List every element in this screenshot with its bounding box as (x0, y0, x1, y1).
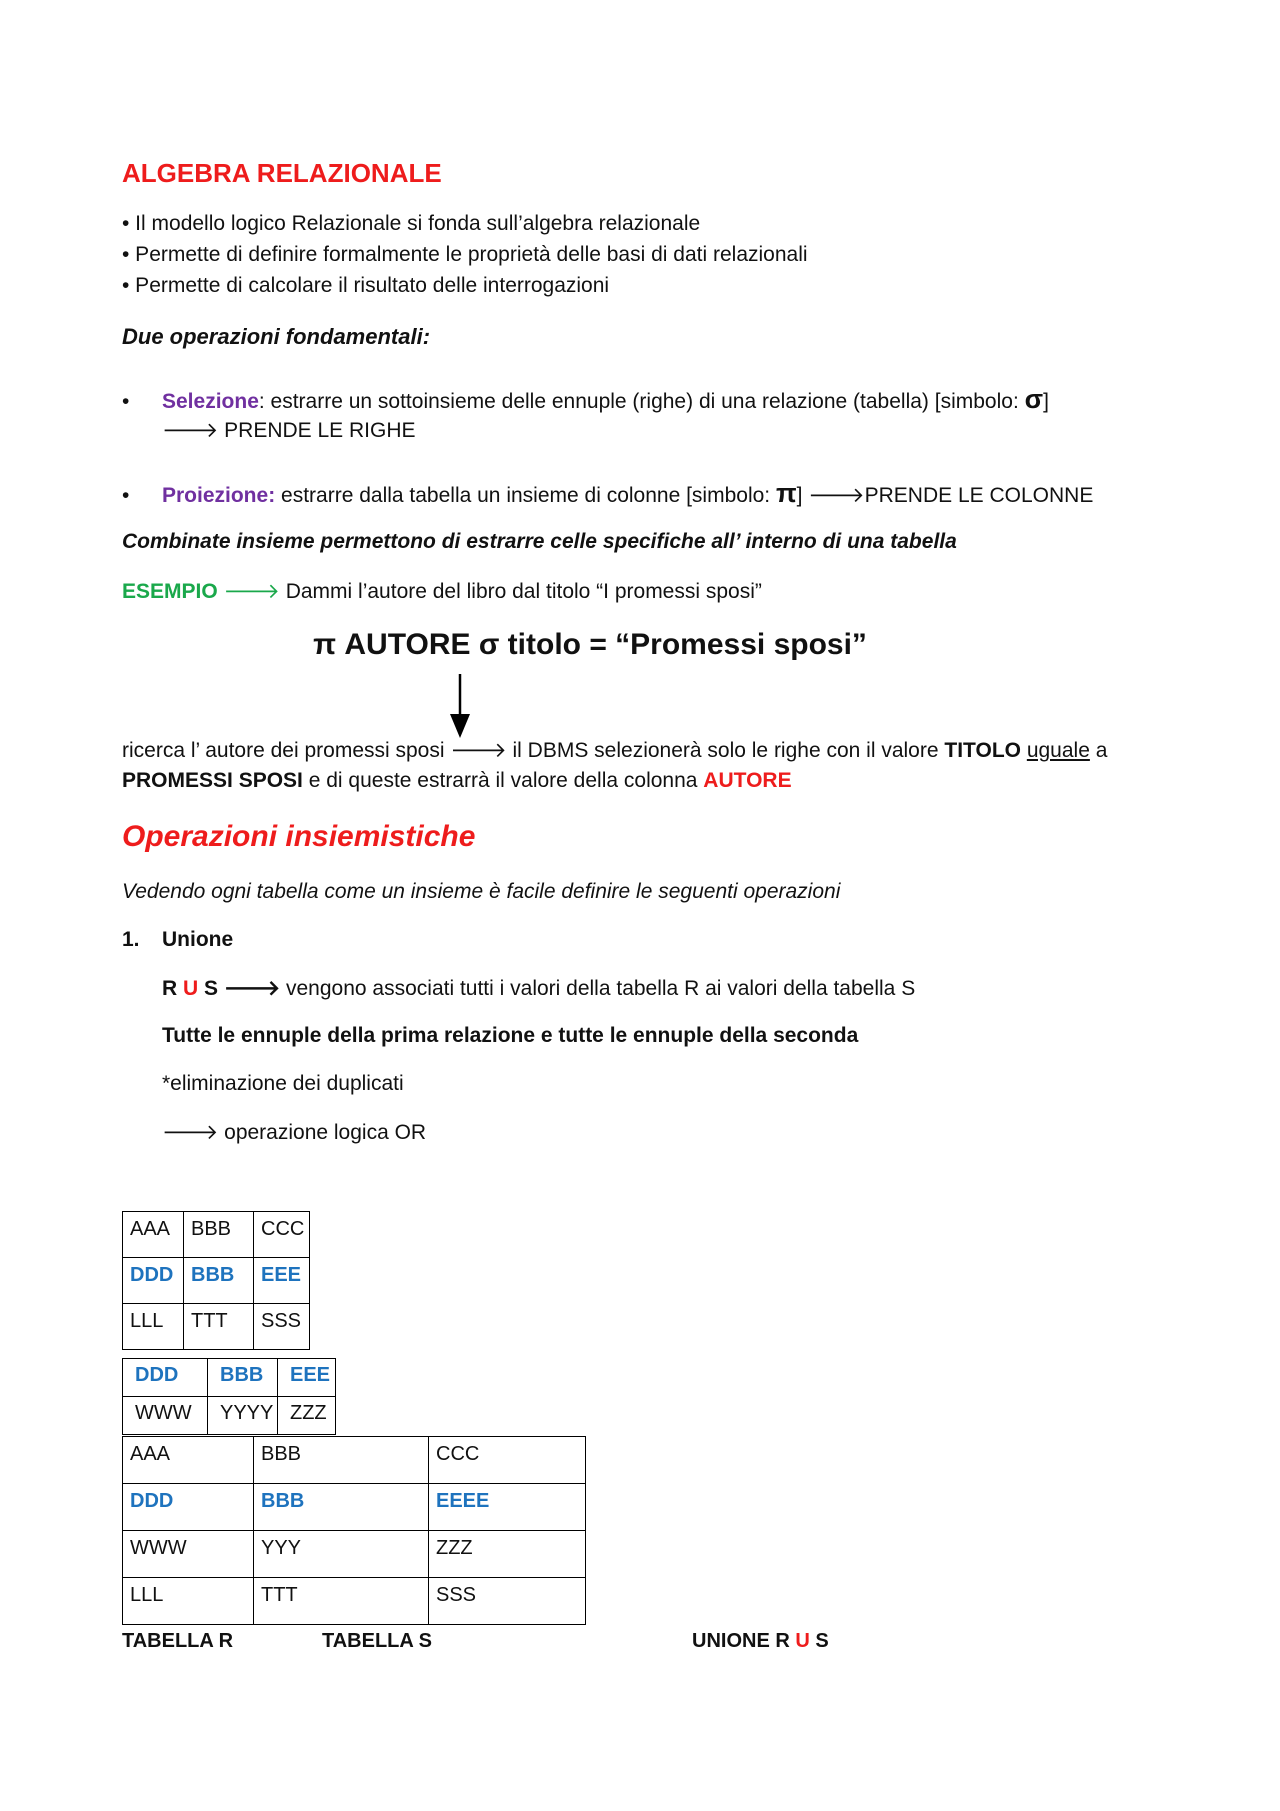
formula-text: π AUTORE σ titolo = “Promessi sposi” (313, 628, 867, 661)
operazione-or-text: 🡒 operazione logica OR (162, 1121, 427, 1144)
table-cell: BBB (254, 1437, 429, 1484)
intro-line-1: • Il modello logico Relazionale si fonda sull’algebra relazionale (122, 212, 701, 235)
label-unione (692, 1630, 829, 1653)
unione-definition (162, 976, 915, 1001)
arrow-down-icon (448, 674, 472, 740)
table-row (123, 1304, 310, 1350)
proiezione-item (122, 478, 1093, 509)
table-cell: YYYY (208, 1397, 278, 1435)
table-cell: LLL (123, 1578, 254, 1625)
autore-keyword: AUTORE (703, 769, 792, 792)
proiezione-term: Proiezione: (162, 484, 276, 507)
table-row (123, 1212, 310, 1258)
table-cell: TTT (184, 1304, 254, 1350)
table-cell: DDD (123, 1484, 254, 1531)
esempio-label: ESEMPIO (122, 580, 218, 603)
tabella-s (122, 1358, 336, 1435)
arrow-right-icon: 🡒 (218, 977, 281, 1000)
due-operazioni-heading: Due operazioni fondamentali: (122, 324, 431, 349)
selezione-close: ] (1043, 390, 1049, 413)
bullet-dot: • (122, 390, 130, 413)
proiezione-close: ] 🡒PRENDE LE COLONNE (796, 484, 1094, 507)
table-cell: SSS (254, 1304, 310, 1350)
intro-line-2: • Permette di definire formalmente le proprietà delle basi di dati relazionali (122, 243, 808, 266)
page-title: ALGEBRA RELAZIONALE (122, 158, 442, 188)
table-cell: AAA (123, 1212, 184, 1258)
combinate-text: Combinate insieme permettono di estrarre celle specifiche all’ interno di una tabella (122, 530, 957, 553)
ricerca-line-1 (122, 738, 1107, 763)
table-cell: ZZZ (278, 1397, 336, 1435)
label-unione-u: U (795, 1630, 810, 1652)
table-row (123, 1437, 586, 1484)
tabella-r (122, 1211, 310, 1350)
selezione-righe: 🡒 PRENDE LE RIGHE (162, 419, 416, 442)
table-cell: WWW (123, 1397, 208, 1435)
table-cell: BBB (184, 1258, 254, 1304)
table-cell: DDD (123, 1359, 208, 1397)
table-cell: EEEE (429, 1484, 586, 1531)
table-row (123, 1397, 336, 1435)
tutte-text: Tutte le ennuple della prima relazione e tutte le ennuple della seconda (162, 1024, 859, 1047)
ricerca-part2: e di queste estrarrà il valore della colonna (302, 769, 704, 792)
table-row (123, 1484, 586, 1531)
table-cell: WWW (123, 1531, 254, 1578)
titolo-keyword: TITOLO (944, 739, 1021, 762)
table-cell: SSS (429, 1578, 586, 1625)
vedendo-text: Vedendo ogni tabella come un insieme è facile definire le seguenti operazioni (122, 880, 841, 903)
rus-s: S (198, 977, 219, 1000)
table-cell: CCC (254, 1212, 310, 1258)
table-cell: DDD (123, 1258, 184, 1304)
label-unione-prefix: UNIONE R (692, 1630, 796, 1652)
tabella-unione (122, 1436, 586, 1625)
selezione-item (122, 384, 1049, 415)
pi-symbol: π (775, 478, 797, 508)
table-cell: TTT (254, 1578, 429, 1625)
table-cell: BBB (254, 1484, 429, 1531)
table-cell: BBB (184, 1212, 254, 1258)
ricerca-line-2 (122, 769, 792, 793)
ricerca-a: a (1089, 739, 1108, 762)
unione-desc: vengono associati tutti i valori della tabella R ai valori della tabella S (280, 977, 916, 1000)
rus-r: R (162, 977, 183, 1000)
intro-line-3: • Permette di calcolare il risultato delle interrogazioni (122, 274, 610, 297)
table-cell: YYY (254, 1531, 429, 1578)
table-cell: CCC (429, 1437, 586, 1484)
promessi-keyword: PROMESSI SPOSI (122, 769, 303, 792)
table-cell: BBB (208, 1359, 278, 1397)
table-row (123, 1531, 586, 1578)
unione-heading (122, 928, 233, 952)
label-unione-s: S (809, 1630, 829, 1652)
table-row (123, 1359, 336, 1397)
label-tabella-r: TABELLA R (122, 1630, 234, 1652)
table-cell: EEE (254, 1258, 310, 1304)
table-cell: ZZZ (429, 1531, 586, 1578)
table-cell: EEE (278, 1359, 336, 1397)
unione-title: Unione (162, 928, 234, 951)
table-row (123, 1578, 586, 1625)
selezione-term: Selezione (162, 390, 259, 413)
rus-u: U (183, 977, 199, 1000)
selezione-text: : estrarre un sottoinsieme delle ennuple (righe) di una relazione (tabella) [simbolo: (258, 390, 1025, 413)
label-tabella-s: TABELLA S (322, 1630, 432, 1652)
table-cell: LLL (123, 1304, 184, 1350)
esempio-text: Dammi l’autore del libro dal titolo “I promessi sposi” (279, 580, 762, 603)
eliminazione-text: *eliminazione dei duplicati (162, 1072, 404, 1095)
bullet-dot: • (122, 484, 130, 507)
table-cell: AAA (123, 1437, 254, 1484)
arrow-right-icon: 🡒 (223, 580, 280, 603)
ricerca-part1: ricerca l’ autore dei promessi sposi 🡒 il DBMS selezionerà solo le righe con il valore (122, 739, 945, 762)
esempio-line (122, 579, 762, 604)
formula (0, 628, 1280, 662)
list-number: 1. (122, 928, 140, 951)
sigma-symbol: σ (1024, 384, 1044, 414)
operazioni-insiemistiche-heading: Operazioni insiemistiche (122, 820, 476, 853)
uguale-word: uguale (1026, 739, 1090, 762)
table-row (123, 1258, 310, 1304)
proiezione-text: estrarre dalla tabella un insieme di colonne [simbolo: (275, 484, 776, 507)
